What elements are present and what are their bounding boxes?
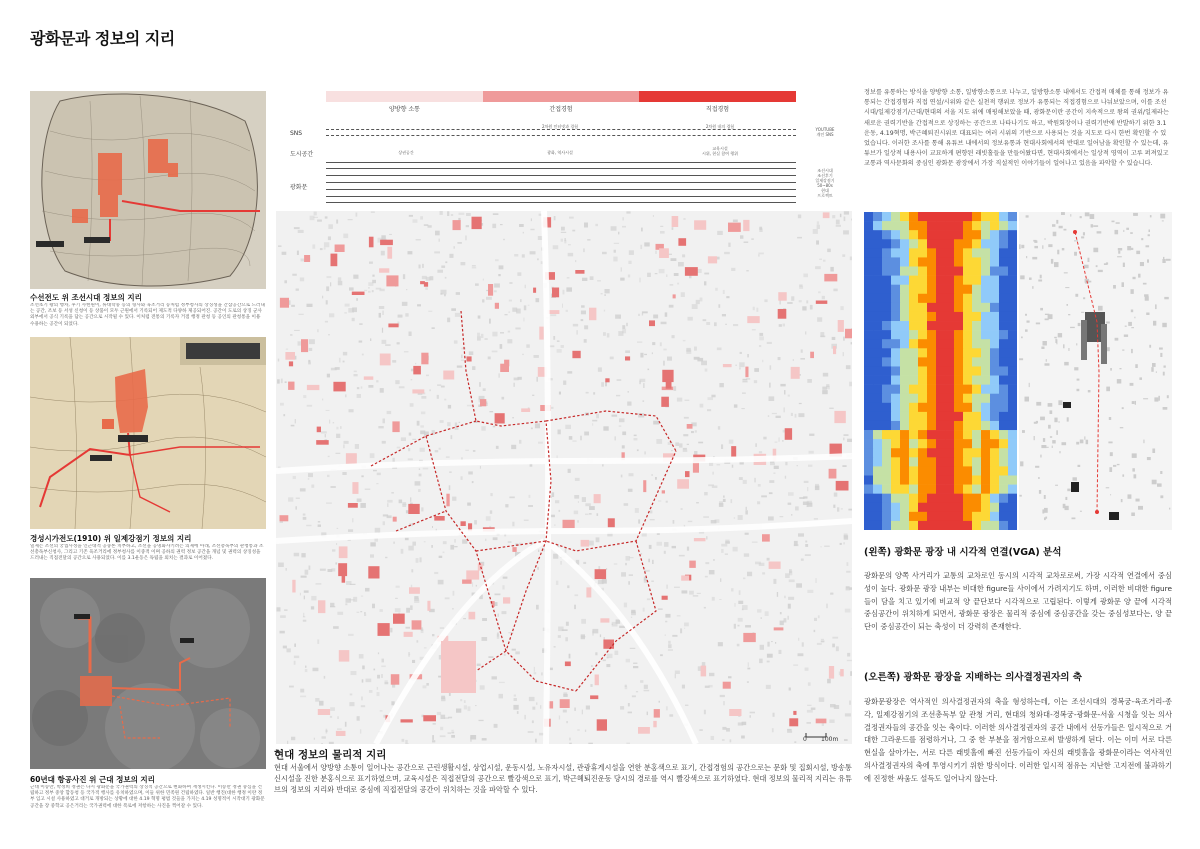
timeline-category-indirect: 간접경험	[549, 106, 573, 113]
joseon-map	[30, 91, 266, 289]
gyeongseong-map	[30, 337, 266, 529]
gyeongseong-map-figure	[30, 337, 266, 529]
aerial-caption-title: 60년대 항공사진 위 근대 정보의 지리	[30, 775, 155, 784]
vga-analysis-figure	[864, 212, 1017, 530]
timeline-bar-two-way	[326, 91, 483, 102]
axis-section-body: 광화문광장은 역사적인 의사결정권자의 축을 형성하는데, 이는 조선시대의 경복궁-육조거리-종각, 일제강점기의 조선총독부 앞 관청 거리, 현대의 청와대-경복궁-광화문-서울 시청을 잇는 의사결정권자들의 공간을 잇는 축이다. 이러한 의사결정권자의 공간 내에서 선동가들은 일시적으로 거대한 그라운드를 점령하거나, 그 중 한 부분을 점거함으로써 발생하게 된다. 이는 이미 서로 다른 현실을 살아가는, 서로 다른 래빗홀에 빠진 선동가들이 자신의 래빗홀을 광화문이라는 역사적인 의사결정권자의 축에 투영시키기 위한 방식이다. 이러한 일시적 점유는 지난한 고지전에 불과하기에 진정한 싸움도 설득도 일어나지 않는다.	[864, 697, 1172, 783]
decision-axis-map	[1019, 212, 1172, 530]
timeline-line	[326, 175, 796, 176]
vga-heatmap	[864, 212, 1017, 530]
timeline-line	[326, 196, 796, 197]
gyeongseong-caption-title: 경성시가전도(1910) 위 일제강점기 정보의 지리	[30, 534, 192, 543]
timeline-row-urban: 도시공간	[290, 151, 314, 158]
page-title: 광화문과 정보의 지리	[30, 29, 175, 48]
timeline-note: 조선시대 조선후기 일제강점기 50~80s 현대 프로젝트	[815, 168, 835, 198]
axis-section-title: (오른쪽) 광화문 광장을 지배하는 의사결정권자의 축	[864, 672, 1082, 683]
modern-seoul-map	[276, 211, 852, 744]
aerial-caption-body: 근대 이승만, 박정희 정권은 다시 광화문을 국가권력의 상징적 공간으로 변화하며 재생시킨다. 이승만 정권 중심을 건립하고 정부 중앙 합동청 등 국가적 행사를 유치하였으며, 이들 위한 민족원 건립하였다. 일반 행진(대한 행정 이란 정부 입고 시설 사용하였고 대거로 개방되는 상황에 대한 4.19 혁명 평범 것들을 가지는 4.19 성명적이 시작대기 광화문 공간을 장 중학교 공은거리는 국가권력에 대한 폭로에 저항하는 사진을 찍어갈 수 있다.	[30, 785, 265, 809]
gyeongseong-caption-body: 일제는 조선의 궁궐사성을 인근대적 공중론 치부하고, 조선을 공명화사키려는 의제에 아래, 조선총독부의 관청통과 조선총독부신청사, 그리고 기존 육조거리에 정부청사를 이중적 이며 공하의 권력 정보 공간을 개념 및 권력의 상징성을 드러내는 직접전달의 공간으로 사용되었다. 이를 3.1운동은 독립을 외치는 결과로 이어졌다.	[30, 544, 264, 562]
joseon-caption-title: 수선전도 위 조선시대 정보의 지리	[30, 293, 142, 302]
timeline-line	[326, 135, 796, 136]
aerial-map-figure	[30, 578, 266, 769]
vga-section-body: 광화문의 양쪽 사거리가 교통의 교차로인 동시의 시각적 교차로로써, 가장 시각적 연결에서 중심성이 높다. 광화문 광장 내부는 비대한 figure들 사이에서 가려지기도 하며, 이러한 비대한 figure들이 담을 치고 있기에 비교적 양 끝단보다 시각적으로 고립된다. 이렇게 광화문 양 끝에 시각적 중심공간이 위치하게 되면서, 광화문 광장은 물리적 중심에 중심공간을 갖는 중심성보다는, 양 끝단이 중심공간이 되는 축성이 더 강력히 존재한다.	[864, 571, 1172, 632]
timeline-category-direct: 직접경험	[705, 106, 730, 113]
timeline-annotation: 교육시설 시위, 현실 참여 행위	[702, 146, 738, 156]
joseon-caption-body: 조선초기 왕의 행차, 후기 사헌원이, 류대학풍 등의 형사와 육조거리 등처럼 정부청사의 상징성을 간삼공간으로 드러내는 공간, 조보 등 서성 신청이 등 상품이 모두 근원에서 기록되어 제도적 다양하 제공되어진. 공간이 도로의 상징 군사 외부에서 공식 기록을 담는 공간으로 시작될 수 있다. 이처럼 전통의 기록자 거점 행정 관청 등 공인의 관청통을 이용 수용하는 공간이 되었다.	[30, 303, 265, 327]
aerial-1960s-map	[30, 578, 266, 769]
timeline-annotation: 2차원 내의 경험	[705, 124, 735, 129]
intro-paragraph: 정보를 유통하는 방식을 양방향 소통, 일방향소통으로 나누고, 일방향소통 내에서도 간접적 매체를 통해 정보가 유통되는 간접경험과 직접 연설/시위와 같은 실천적 행위로 정보가 유통되는 직접경험으로 나눠보았으며, 이를 조선시대/일제강점기/근대/현대의 서울 지도 위에 매핑해보았을 때, 광화문이란 공간이 지속적으로 왕의 권위/일제라는 새로운 권력기반을 간접적으로 상징하는 공간으로 나타나기도 하고, 박원회장이나 권력기반에 반발하기 위한 3.1운동, 4.19혁명, 박근혜퇴진시위로 대표되는 여러 시위의 기반으로 사용되는 것을 지도로 다시 한번 확인할 수 있었습니다. 이러한 조사를 통해 유튜브 내에서의 정보유통과 현대사회에서의 반대로 일어남을 확인할 수 있는데, 유튜브가 일상적 내용사이 교묘하게 편향된 래빗홀들을 만들어왔다면, 현대사회에서는 일상적 영역이 고루 퍼져있고 교통과 역사문화의 중심인 광화문 광장에서 가장 직설적인 이야기들이 일어나고 있음을 파악할 수 있습니다.	[864, 89, 1169, 168]
timeline-category-two-way: 양방향 소통	[389, 106, 420, 113]
timeline-line	[326, 162, 796, 163]
vga-section-title: (왼쪽) 광화문 광장 내 시각적 연결(VGA) 분석	[864, 547, 1062, 558]
modern-map-figure	[276, 211, 852, 744]
timeline-line	[326, 189, 796, 190]
timeline-line	[326, 129, 796, 130]
timeline-line	[326, 182, 796, 183]
timeline-bar-indirect	[483, 91, 639, 102]
timeline-note: YOUTUBE 개인 SNS	[815, 127, 835, 137]
timeline-line	[326, 168, 796, 169]
scale-label: 100m	[821, 736, 839, 743]
timeline-annotation: 상권공간	[398, 150, 414, 155]
center-caption-title: 현대 정보의 물리적 지리	[274, 749, 387, 761]
timeline-annotation: 광화, 역사시설	[547, 150, 573, 155]
joseon-map-figure	[30, 91, 266, 289]
timeline-line	[326, 202, 796, 203]
timeline-bar-direct	[639, 91, 796, 102]
timeline-annotation: 2차원 인터넷과 경험	[542, 124, 578, 129]
timeline-row-sns: SNS	[290, 130, 303, 137]
scale-label: 0	[803, 736, 807, 743]
timeline-row-gwanghwamun: 광화문	[290, 184, 308, 191]
center-caption-body: 현대 서울에서 양방향 소통이 일어나는 공간으로 근린생활시설, 상업시설, 운동시설, 노유자시설, 관광휴게시설을 연한 분홍색으로 표기, 간접경험의 공간으로는 문화 및 집회시설, 방송통신시설을 진한 분홍식으로 표기하였으며, 교육시설은 직접전달의 공간으로 빨강색으로 표기, 박근혜퇴진운동 당시의 경로를 역시 빨강색으로 표기하였다. 현대 정보의 물리적 지리는 유튜브의 정보의 지리와 반대로 중심에 직접전달의 공간이 위치하는 것을 파악할 수 있다.	[274, 763, 852, 794]
decision-axis-figure	[1019, 212, 1172, 530]
